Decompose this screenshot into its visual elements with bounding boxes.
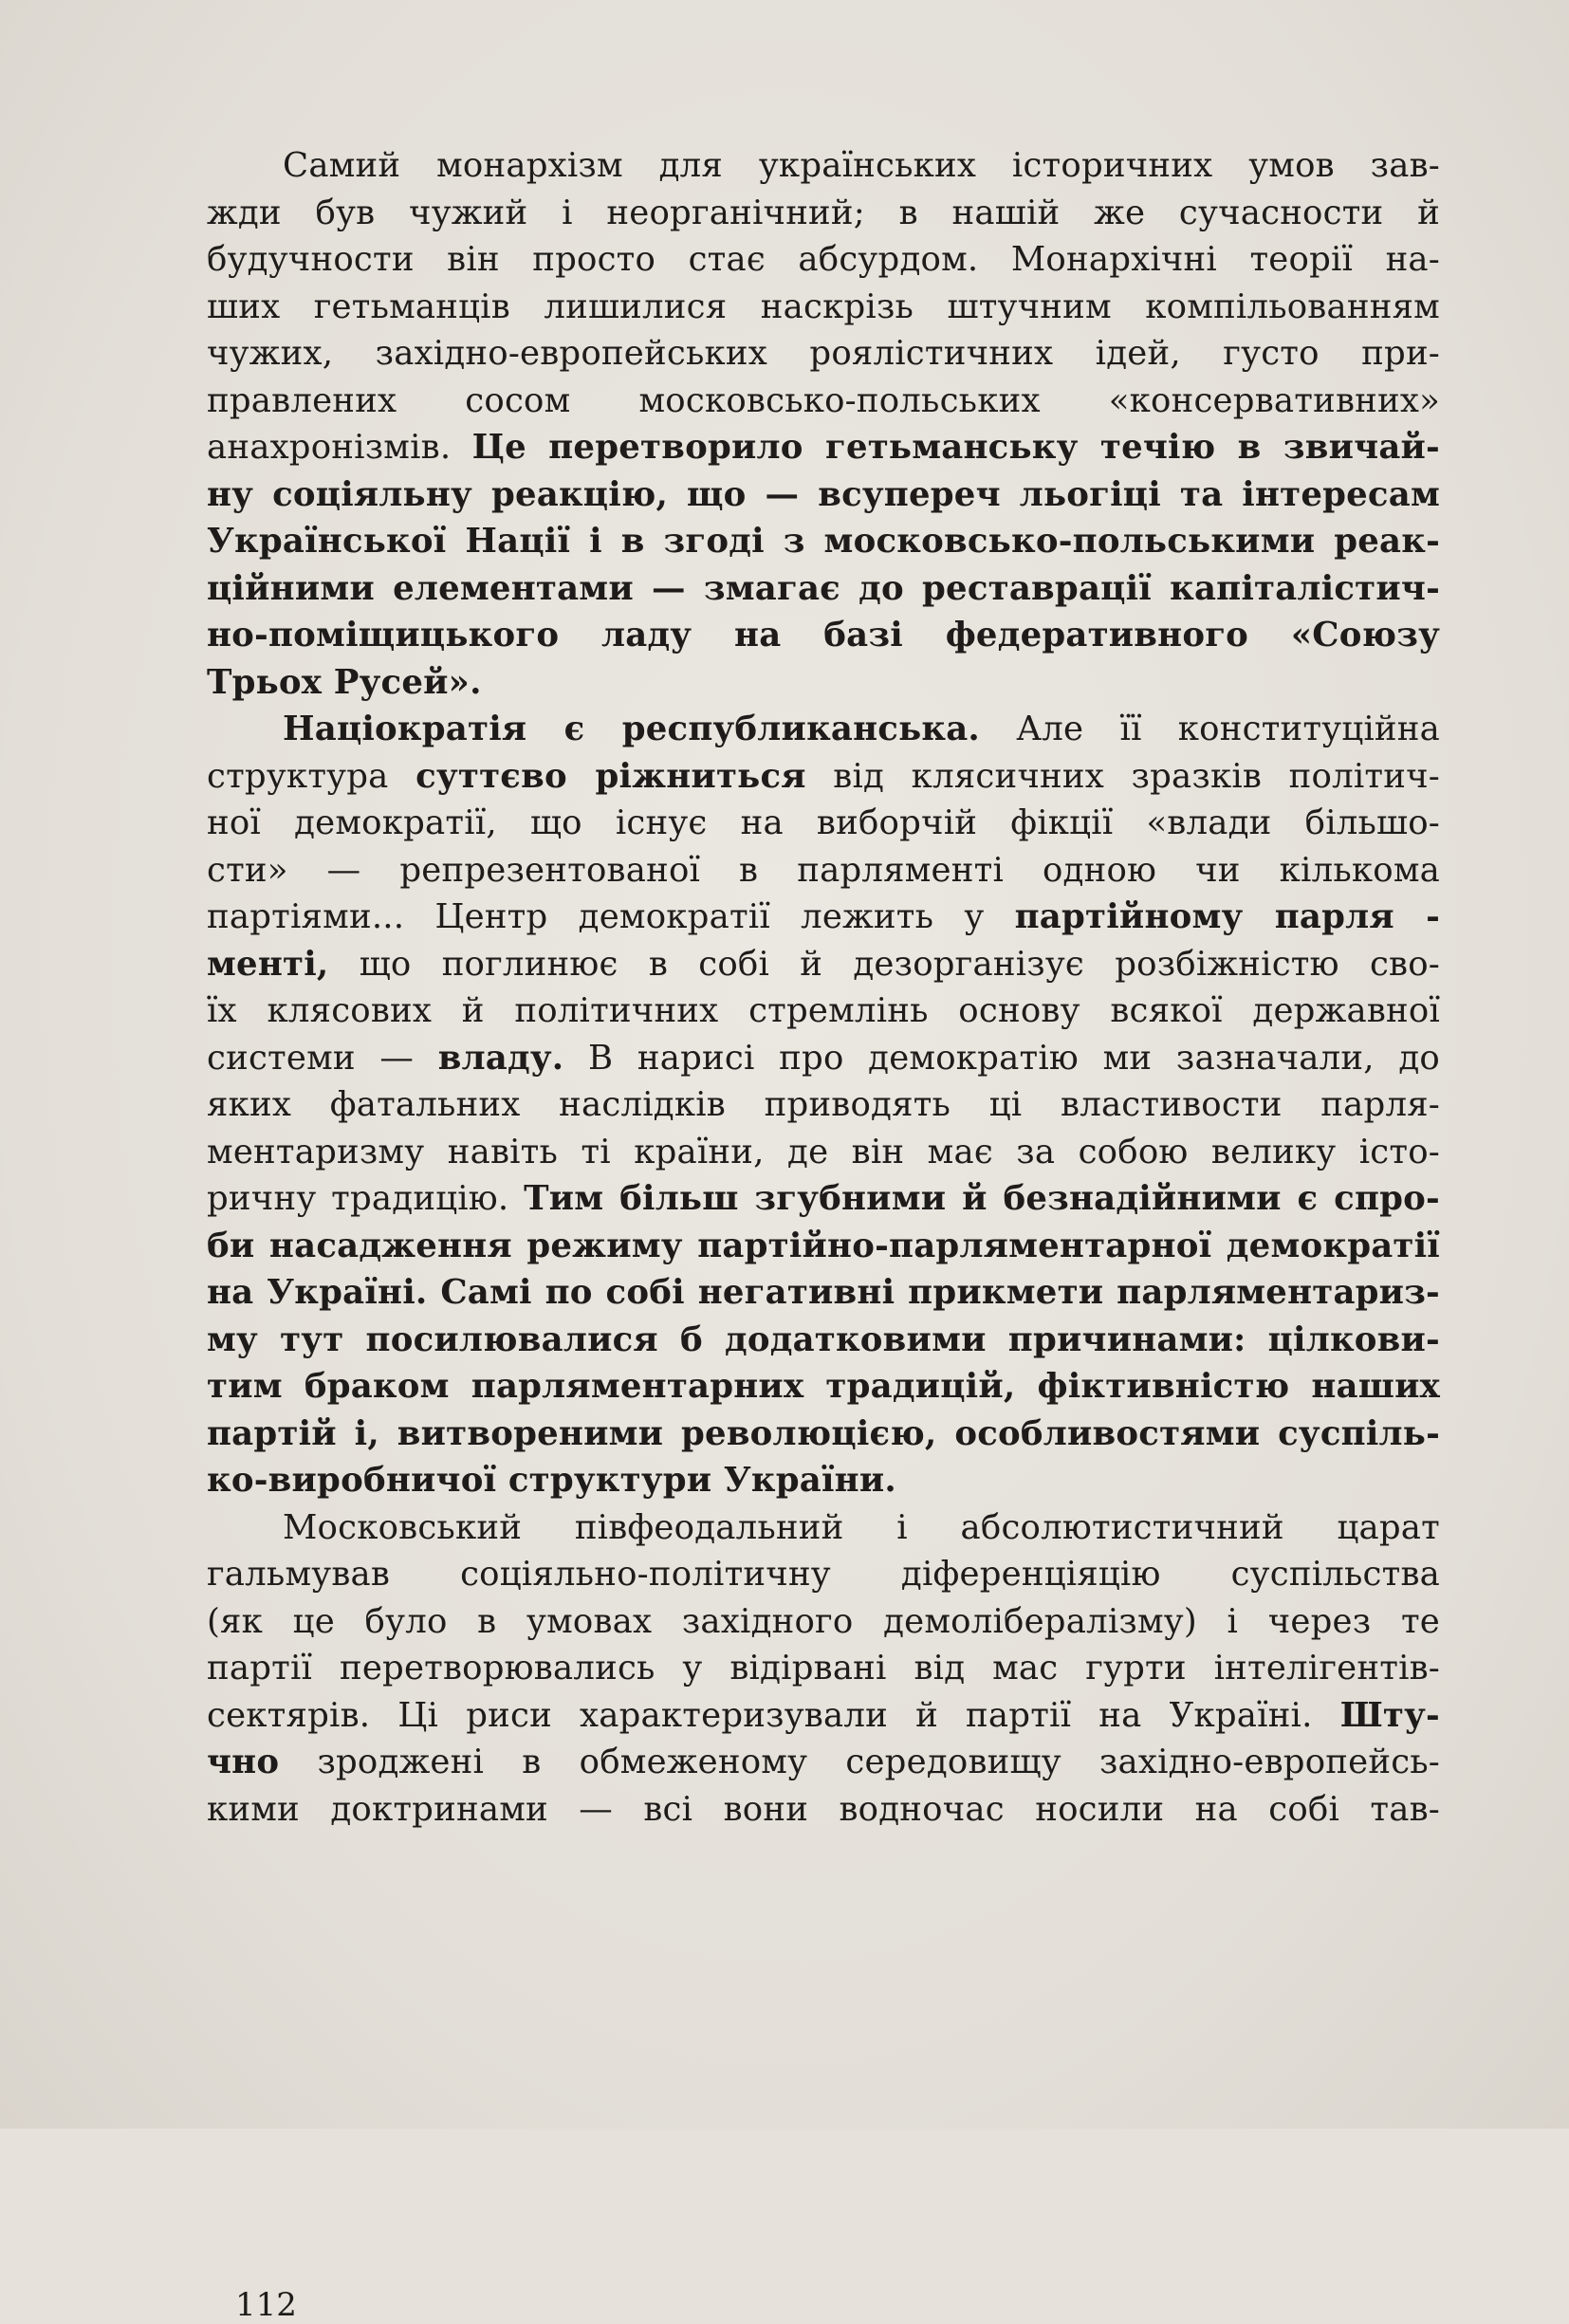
text-line: партії перетворювались у відірвані від мас гурти інтелігентів- xyxy=(207,1649,1440,1688)
text-line: Трьох Русей». xyxy=(207,662,482,702)
text-line: правлених сосом московсько-польських «консервативних» xyxy=(207,380,1440,420)
text-line: ших гетьманців лишилися наскрізь штучним компільованням xyxy=(207,286,1440,326)
text-segment: структура xyxy=(207,756,416,796)
text-line: Української Нації і в згоді з московсько-польськими реак- xyxy=(207,522,1440,561)
text-line: партій і, витвореними революцією, особливостями суспіль- xyxy=(207,1413,1440,1453)
text-line: ної демократії, що існує на виборчій фікції «влади більшо- xyxy=(207,803,1440,842)
text-line: Московський півфеодальний і абсолютистичний царат xyxy=(283,1507,1440,1547)
text-line: їх клясових й політичних стремлінь основу всякої державної xyxy=(207,991,1440,1030)
text-segment: анахронізмів. xyxy=(207,428,472,467)
text-line xyxy=(207,753,1440,801)
text-segment: партіями... Центр демократії лежить у xyxy=(207,897,1015,936)
text-line: будучности він просто стає абсурдом. Монархічні теорії на- xyxy=(207,240,1440,279)
text-line xyxy=(207,1035,1440,1082)
text-line xyxy=(207,894,1440,941)
text-segment-bold: Націократія є республиканська. xyxy=(283,710,980,748)
text-line xyxy=(207,706,1440,753)
text-line xyxy=(207,1692,1440,1740)
text-line: Самий монархізм для українських історичних умов зав- xyxy=(283,146,1440,185)
text-segment-bold: суттєво ріжниться xyxy=(415,756,806,796)
text-line: ну соціяльну реакцію, що — всупереч льогіці та інтересам xyxy=(207,474,1440,514)
text-line: сти» — репрезентованої в парляменті одною чи кількома xyxy=(207,850,1440,890)
text-line: би насадження режиму партійно-парляментарної демократії xyxy=(207,1226,1440,1265)
text-line xyxy=(207,1739,1440,1786)
text-line: но-поміщицького ладу на базі федеративного «Союзу xyxy=(207,616,1440,655)
text-segment: Але її конституційна xyxy=(980,710,1440,748)
text-segment-bold: Це перетворило гетьманську течію в звичай- xyxy=(471,428,1440,467)
text-segment: від клясичних зразків політич- xyxy=(805,756,1440,796)
text-segment: що поглинює в собі й дезорганізує розбіжністю сво- xyxy=(328,944,1440,984)
text-line xyxy=(207,1175,1440,1223)
page-number: 112 xyxy=(235,2286,297,2324)
text-line: тим браком парляментарних традицій, фіктивністю наших xyxy=(207,1367,1440,1406)
text-line: ментаризму навіть ті країни, де він має за собою велику істо- xyxy=(207,1132,1440,1171)
text-line: ційними елементами — змагає до реставрації капіталістич- xyxy=(207,568,1440,608)
body-text xyxy=(207,142,1440,1833)
text-line: му тут посилювалися б додатковими причинами: цілкови- xyxy=(207,1319,1440,1359)
text-segment: сектярів. Ці риси характеризували й партії на Україні. xyxy=(207,1695,1340,1735)
text-segment-bold: чно xyxy=(207,1743,280,1781)
text-segment: В нарисі про демократію ми зазначали, до xyxy=(563,1038,1440,1078)
text-line xyxy=(207,941,1440,988)
text-line: яких фатальних наслідків приводять ці властивости парля- xyxy=(207,1085,1440,1124)
text-line: жди був чужий і неорганічний; в нашій же сучасности й xyxy=(207,193,1440,232)
text-segment-bold: Тим більш згубними й безнадійними є спро- xyxy=(524,1179,1440,1218)
text-segment: ричну традицію. xyxy=(207,1179,525,1218)
text-line: чужих, західно-европейських роялістичних ідей, густо при- xyxy=(207,334,1440,373)
text-line: кими доктринами — всі вони водночас носили на собі тав- xyxy=(207,1789,1440,1829)
text-segment-bold: менті, xyxy=(207,944,329,984)
text-segment-bold: партійному парля - xyxy=(1014,897,1440,936)
text-segment-bold: Шту- xyxy=(1339,1695,1440,1735)
text-line: ко-виробничої структури України. xyxy=(207,1461,896,1500)
text-segment: зроджені в обмеженому середовищу західно-европейсь- xyxy=(279,1743,1440,1781)
text-line: на Україні. Самі по собі негативні прикмети парляментариз- xyxy=(207,1273,1440,1312)
text-line: гальмував соціяльно-політичну діференціяцію суспільства xyxy=(207,1555,1440,1594)
text-segment-bold: владу. xyxy=(437,1038,564,1078)
text-line xyxy=(207,424,1440,471)
text-segment: системи — xyxy=(207,1038,438,1078)
text-line: (як це було в умовах західного демолібералізму) і через те xyxy=(207,1601,1440,1641)
